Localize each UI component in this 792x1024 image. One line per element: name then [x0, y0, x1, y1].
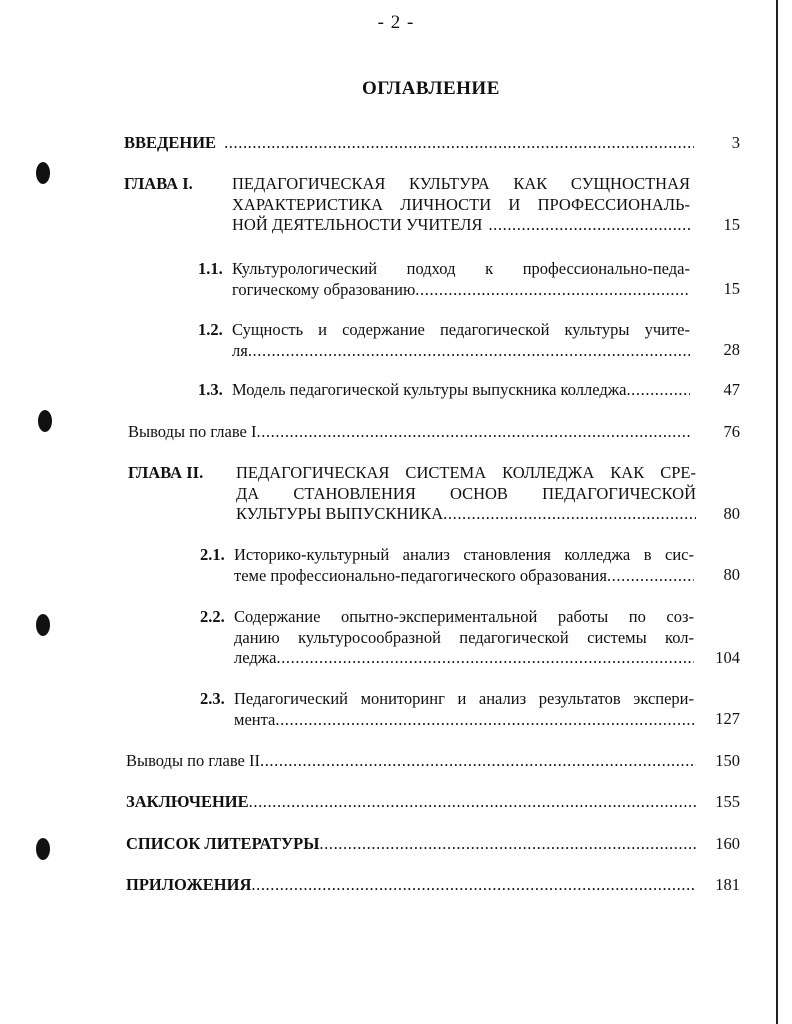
toc-page-number: 3: [731, 133, 740, 152]
binding-hole: [36, 162, 50, 184]
toc-page-number: 15: [723, 215, 740, 234]
toc-page-number: 104: [715, 648, 740, 667]
toc-entry-title-line: КУЛЬТУРЫ ВЫПУСКНИКА: [236, 504, 444, 523]
toc-entry-title-line: теме профессионально-педагогического образования: [234, 565, 607, 585]
toc-entry-title-line: Содержание опытно-экспериментальной работы по соз-: [234, 607, 694, 626]
toc-entry-literature[interactable]: [126, 834, 740, 855]
toc-page-number: 15: [723, 279, 740, 298]
section-number: 1.2.: [198, 320, 223, 339]
chapter-label: ГЛАВА II.: [128, 463, 204, 482]
toc-entry-section-2-2[interactable]: [128, 607, 740, 671]
toc-entry-title-line: Историко-культурный анализ становления колледжа в сис-: [234, 545, 694, 564]
toc-entry-section-2-1[interactable]: [128, 545, 740, 587]
toc-entry-title-line: Модель педагогической культуры выпускника колледжа: [232, 380, 627, 399]
toc-entry-title: Выводы по главе I: [128, 422, 257, 441]
toc-page-number: 160: [715, 834, 740, 853]
toc-entry-conclusion[interactable]: [126, 792, 740, 813]
toc-page-number: 28: [723, 340, 740, 359]
toc-page-number: 80: [723, 565, 740, 584]
toc-page-number: 80: [723, 504, 740, 523]
toc-entry-title-line: леджа: [234, 648, 277, 667]
toc-page-number: 181: [715, 875, 740, 894]
toc-entry-title: ПРИЛОЖЕНИЯ: [126, 875, 252, 894]
toc-entry-title-line: НОЙ ДЕЯТЕЛЬНОСТИ УЧИТЕЛЯ: [232, 215, 483, 234]
toc-entry-title: СПИСОК ЛИТЕРАТУРЫ: [126, 834, 320, 853]
toc-entry-title-line: ХАРАКТЕРИСТИКА ЛИЧНОСТИ И ПРОФЕССИОНАЛЬ-: [232, 194, 690, 214]
toc-page-number: 127: [715, 709, 740, 728]
toc-entry-conclusions-2[interactable]: [126, 751, 740, 772]
toc-entry-conclusions-1[interactable]: [128, 422, 740, 443]
toc-entry-section-1-1[interactable]: [124, 259, 740, 301]
toc-entry-title-line: ПЕДАГОГИЧЕСКАЯ КУЛЬТУРА КАК СУЩНОСТНАЯ: [232, 174, 690, 193]
toc-entry-title-line: ДА СТАНОВЛЕНИЯ ОСНОВ ПЕДАГОГИЧЕСКОЙ: [236, 483, 696, 503]
page-title: ОГЛАВЛЕНИЕ: [362, 78, 500, 99]
chapter-label: ГЛАВА I.: [124, 174, 193, 193]
toc-page-number: 155: [715, 792, 740, 811]
toc-entry-title: ВВЕДЕНИЕ: [124, 133, 217, 152]
toc-entry-section-2-3[interactable]: [128, 689, 740, 731]
toc-page-number: 76: [723, 422, 740, 441]
binding-hole: [36, 838, 50, 860]
toc-page-number: 47: [723, 380, 740, 399]
section-number: 1.1.: [198, 259, 223, 278]
toc-entry-title-line: Культурологический подход к профессионально-педа-: [232, 259, 690, 278]
section-number: 2.3.: [200, 689, 225, 708]
section-number: 2.2.: [200, 607, 225, 626]
toc-entry-intro[interactable]: [124, 133, 740, 154]
toc-entry-title-line: гогическому образованию: [232, 279, 416, 299]
toc-entry-appendix[interactable]: [126, 875, 740, 896]
toc-entry-chapter-2[interactable]: [128, 463, 740, 527]
section-number: 2.1.: [200, 545, 225, 564]
binding-hole: [38, 410, 52, 432]
toc-entry-title: ЗАКЛЮЧЕНИЕ: [126, 792, 249, 811]
binding-hole: [36, 614, 50, 636]
toc-entry-title-line: мента: [234, 709, 276, 729]
toc-entry-title-line: Сущность и содержание педагогической культуры учите-: [232, 320, 690, 339]
toc-entry-title-line: ПЕДАГОГИЧЕСКАЯ СИСТЕМА КОЛЛЕДЖА КАК СРЕ-: [236, 463, 696, 482]
toc-entry-chapter-1[interactable]: [124, 174, 740, 238]
page-number: - 2 -: [377, 12, 415, 33]
toc-entry-section-1-2[interactable]: [124, 320, 740, 362]
page-edge: [776, 0, 778, 1024]
toc-entry-title: Выводы по главе II: [126, 751, 260, 770]
toc-entry-title-line: ля: [232, 340, 248, 360]
toc-entry-title-line: данию культуросообразной педагогической системы кол-: [234, 627, 694, 647]
toc-page-number: 150: [715, 751, 740, 770]
section-number: 1.3.: [198, 380, 223, 399]
toc-entry-title-line: Педагогический мониторинг и анализ результатов экспери-: [234, 689, 694, 708]
